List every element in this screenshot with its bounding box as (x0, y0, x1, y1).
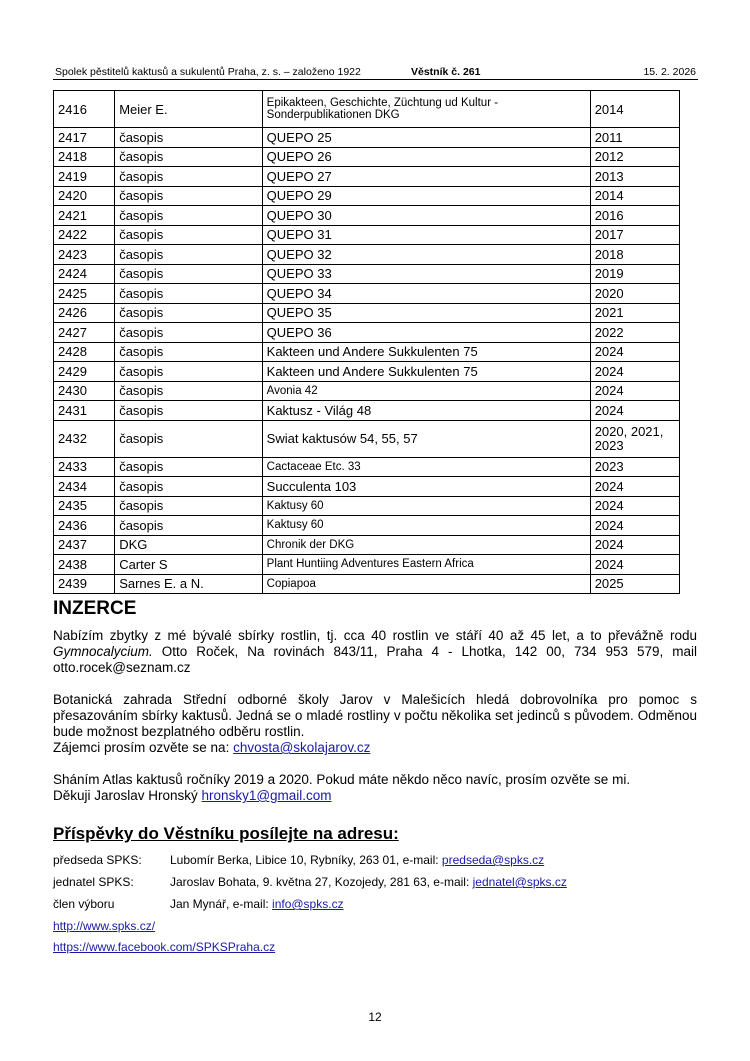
item-title: Kaktusy 60 (262, 516, 590, 536)
item-author: časopis (115, 457, 262, 477)
item-year: 2012 (590, 147, 679, 167)
item-title: QUEPO 35 (262, 303, 590, 323)
item-year: 2017 (590, 225, 679, 245)
item-number: 2436 (54, 516, 115, 536)
contact-role: předseda SPKS: (53, 853, 142, 867)
item-number: 2439 (54, 574, 115, 594)
item-year: 2024 (590, 362, 679, 382)
item-year: 2024 (590, 516, 679, 536)
item-author: časopis (115, 206, 262, 226)
item-title: Succulenta 103 (262, 477, 590, 497)
item-number: 2431 (54, 401, 115, 421)
table-row (54, 323, 680, 343)
item-author: časopis (115, 186, 262, 206)
item-year: 2024 (590, 401, 679, 421)
page-header (53, 63, 698, 80)
ad-1-text-b: Otto Roček, Na rovinách 843/11, Praha 4 - Lhotka, 142 00, 734 953 579, mail otto.rocek@seznam.cz (53, 644, 697, 675)
item-number: 2426 (54, 303, 115, 323)
item-number: 2425 (54, 284, 115, 304)
item-title: Avonia 42 (262, 381, 590, 401)
item-author: časopis (115, 381, 262, 401)
contributions-title: Příspěvky do Věstníku posílejte na adresu: (53, 824, 399, 843)
item-year: 2024 (590, 342, 679, 362)
item-title: QUEPO 36 (262, 323, 590, 343)
item-title: Cactaceae Etc. 33 (262, 457, 590, 477)
contact-info: Jaroslav Bohata, 9. května 27, Kozojedy, 281 63, e-mail: (170, 875, 473, 889)
item-year: 2025 (590, 574, 679, 594)
item-year: 2020 (590, 284, 679, 304)
item-year: 2018 (590, 245, 679, 265)
table-row (54, 206, 680, 226)
item-author: časopis (115, 362, 262, 382)
ad-2-text: Botanická zahrada Střední odborné školy Jarov v Malešicích hledá dobrovolníka pro pomoc s přesazováním sbírky kaktusů. Jedná se o mladé rostliny v počtu několika set jedinců s původem. Odměnou bude možnost bezplatného odběru rostlin. (53, 692, 697, 739)
table-row (54, 91, 680, 128)
website-link-row (53, 919, 155, 933)
item-number: 2428 (54, 342, 115, 362)
header-issue: Věstník č. 261 (411, 66, 481, 78)
library-table (53, 90, 680, 594)
item-title: QUEPO 32 (262, 245, 590, 265)
table-row (54, 496, 680, 516)
table-row (54, 401, 680, 421)
item-year: 2013 (590, 167, 679, 187)
item-author: časopis (115, 128, 262, 148)
contact-email-link[interactable]: info@spks.cz (272, 897, 344, 911)
contact-info: Jan Mynář, e-mail: (170, 897, 273, 911)
item-author: časopis (115, 496, 262, 516)
item-author: Carter S (115, 555, 262, 575)
item-title: Chronik der DKG (262, 535, 590, 555)
table-row (54, 167, 680, 187)
item-year: 2024 (590, 496, 679, 516)
item-year: 2021 (590, 303, 679, 323)
item-year: 2016 (590, 206, 679, 226)
item-year: 2014 (590, 91, 679, 128)
item-number: 2435 (54, 496, 115, 516)
item-number: 2430 (54, 381, 115, 401)
item-title: QUEPO 31 (262, 225, 590, 245)
table-row (54, 555, 680, 575)
table-row (54, 574, 680, 594)
table-row (54, 303, 680, 323)
ad-3-text: Sháním Atlas kaktusů ročníky 2019 a 2020. Pokud máte někdo něco navíc, prosím ozvěte se mi. (53, 772, 631, 787)
table-row (54, 535, 680, 555)
table-row (54, 264, 680, 284)
item-year: 2020, 2021, 2023 (590, 420, 679, 457)
item-year: 2023 (590, 457, 679, 477)
item-number: 2432 (54, 420, 115, 457)
header-date: 15. 2. 2026 (643, 66, 696, 78)
item-author: časopis (115, 516, 262, 536)
table-row (54, 381, 680, 401)
website-link[interactable]: http://www.spks.cz/ (53, 919, 156, 933)
contact-email-link[interactable]: predseda@spks.cz (441, 853, 545, 867)
facebook-link-row (53, 940, 275, 954)
ad-1 (53, 628, 697, 676)
ad-2-email-link[interactable]: chvosta@skolajarov.cz (233, 740, 371, 755)
item-title: Plant Huntiing Adventures Eastern Africa (262, 555, 590, 575)
item-number: 2438 (54, 555, 115, 575)
item-title: QUEPO 29 (262, 186, 590, 206)
item-author: časopis (115, 264, 262, 284)
item-number: 2418 (54, 147, 115, 167)
item-year: 2011 (590, 128, 679, 148)
item-number: 2433 (54, 457, 115, 477)
item-title: QUEPO 27 (262, 167, 590, 187)
item-number: 2423 (54, 245, 115, 265)
ad-2 (53, 692, 697, 756)
item-year: 2022 (590, 323, 679, 343)
table-row (54, 284, 680, 304)
item-number: 2416 (54, 91, 115, 128)
item-author: časopis (115, 225, 262, 245)
item-author: Sarnes E. a N. (115, 574, 262, 594)
ad-3-email-link[interactable]: hronsky1@gmail.com (201, 788, 332, 803)
table-row (54, 457, 680, 477)
contact-role: jednatel SPKS: (53, 875, 134, 889)
contact-role: člen výboru (53, 897, 115, 911)
item-title: Kaktusy 60 (262, 496, 590, 516)
item-number: 2421 (54, 206, 115, 226)
item-number: 2437 (54, 535, 115, 555)
ad-1-text-a: Nabízím zbytky z mé bývalé sbírky rostlin, tj. cca 40 rostlin ve stáří 40 až 45 let, a to převážně rodu (53, 628, 697, 643)
item-author: časopis (115, 323, 262, 343)
contact-email-link[interactable]: jednatel@spks.cz (472, 875, 567, 889)
facebook-link[interactable]: https://www.facebook.com/SPKSPraha.cz (53, 940, 276, 954)
item-author: časopis (115, 477, 262, 497)
item-title: Kaktusz - Világ 48 (262, 401, 590, 421)
item-title: QUEPO 33 (262, 264, 590, 284)
table-row (54, 362, 680, 382)
item-title: Swiat kaktusów 54, 55, 57 (262, 420, 590, 457)
item-title: QUEPO 34 (262, 284, 590, 304)
table-row (54, 420, 680, 457)
item-number: 2422 (54, 225, 115, 245)
item-author: DKG (115, 535, 262, 555)
item-author: časopis (115, 245, 262, 265)
item-title: Copiapoa (262, 574, 590, 594)
item-title: QUEPO 25 (262, 128, 590, 148)
item-year: 2024 (590, 555, 679, 575)
table-row (54, 245, 680, 265)
item-number: 2427 (54, 323, 115, 343)
ad-2-contact-prefix: Zájemci prosím ozvěte se na: (53, 740, 234, 755)
item-author: časopis (115, 342, 262, 362)
item-number: 2420 (54, 186, 115, 206)
item-author: časopis (115, 167, 262, 187)
item-year: 2024 (590, 535, 679, 555)
item-number: 2417 (54, 128, 115, 148)
item-number: 2419 (54, 167, 115, 187)
ad-3 (53, 772, 697, 804)
table-row (54, 147, 680, 167)
ads-title: INZERCE (53, 598, 137, 619)
page-number: 12 (368, 1010, 382, 1024)
contact-info: Lubomír Berka, Libice 10, Rybníky, 263 01, e-mail: (170, 853, 442, 867)
item-title: QUEPO 30 (262, 206, 590, 226)
table-row (54, 477, 680, 497)
table-row (54, 516, 680, 536)
item-year: 2024 (590, 477, 679, 497)
item-year: 2024 (590, 381, 679, 401)
header-organization: Spolek pěstitelů kaktusů a sukulentů Praha, z. s. – založeno 1922 (55, 66, 361, 78)
item-title: Kakteen und Andere Sukkulenten 75 (262, 362, 590, 382)
item-title: Kakteen und Andere Sukkulenten 75 (262, 342, 590, 362)
table-row (54, 342, 680, 362)
table-row (54, 225, 680, 245)
item-title: Epikakteen, Geschichte, Züchtung ud Kultur - Sonderpublikationen DKG (262, 91, 590, 128)
item-number: 2429 (54, 362, 115, 382)
item-number: 2424 (54, 264, 115, 284)
item-author: časopis (115, 284, 262, 304)
item-year: 2019 (590, 264, 679, 284)
item-author: časopis (115, 303, 262, 323)
ad-1-genus: Gymnocalycium. (53, 644, 153, 659)
table-row (54, 186, 680, 206)
ad-3-thanks: Děkuji Jaroslav Hronský (53, 788, 202, 803)
item-number: 2434 (54, 477, 115, 497)
item-author: časopis (115, 420, 262, 457)
item-author: časopis (115, 401, 262, 421)
table-row (54, 128, 680, 148)
item-year: 2014 (590, 186, 679, 206)
item-title: QUEPO 26 (262, 147, 590, 167)
item-author: časopis (115, 147, 262, 167)
item-author: Meier E. (115, 91, 262, 128)
